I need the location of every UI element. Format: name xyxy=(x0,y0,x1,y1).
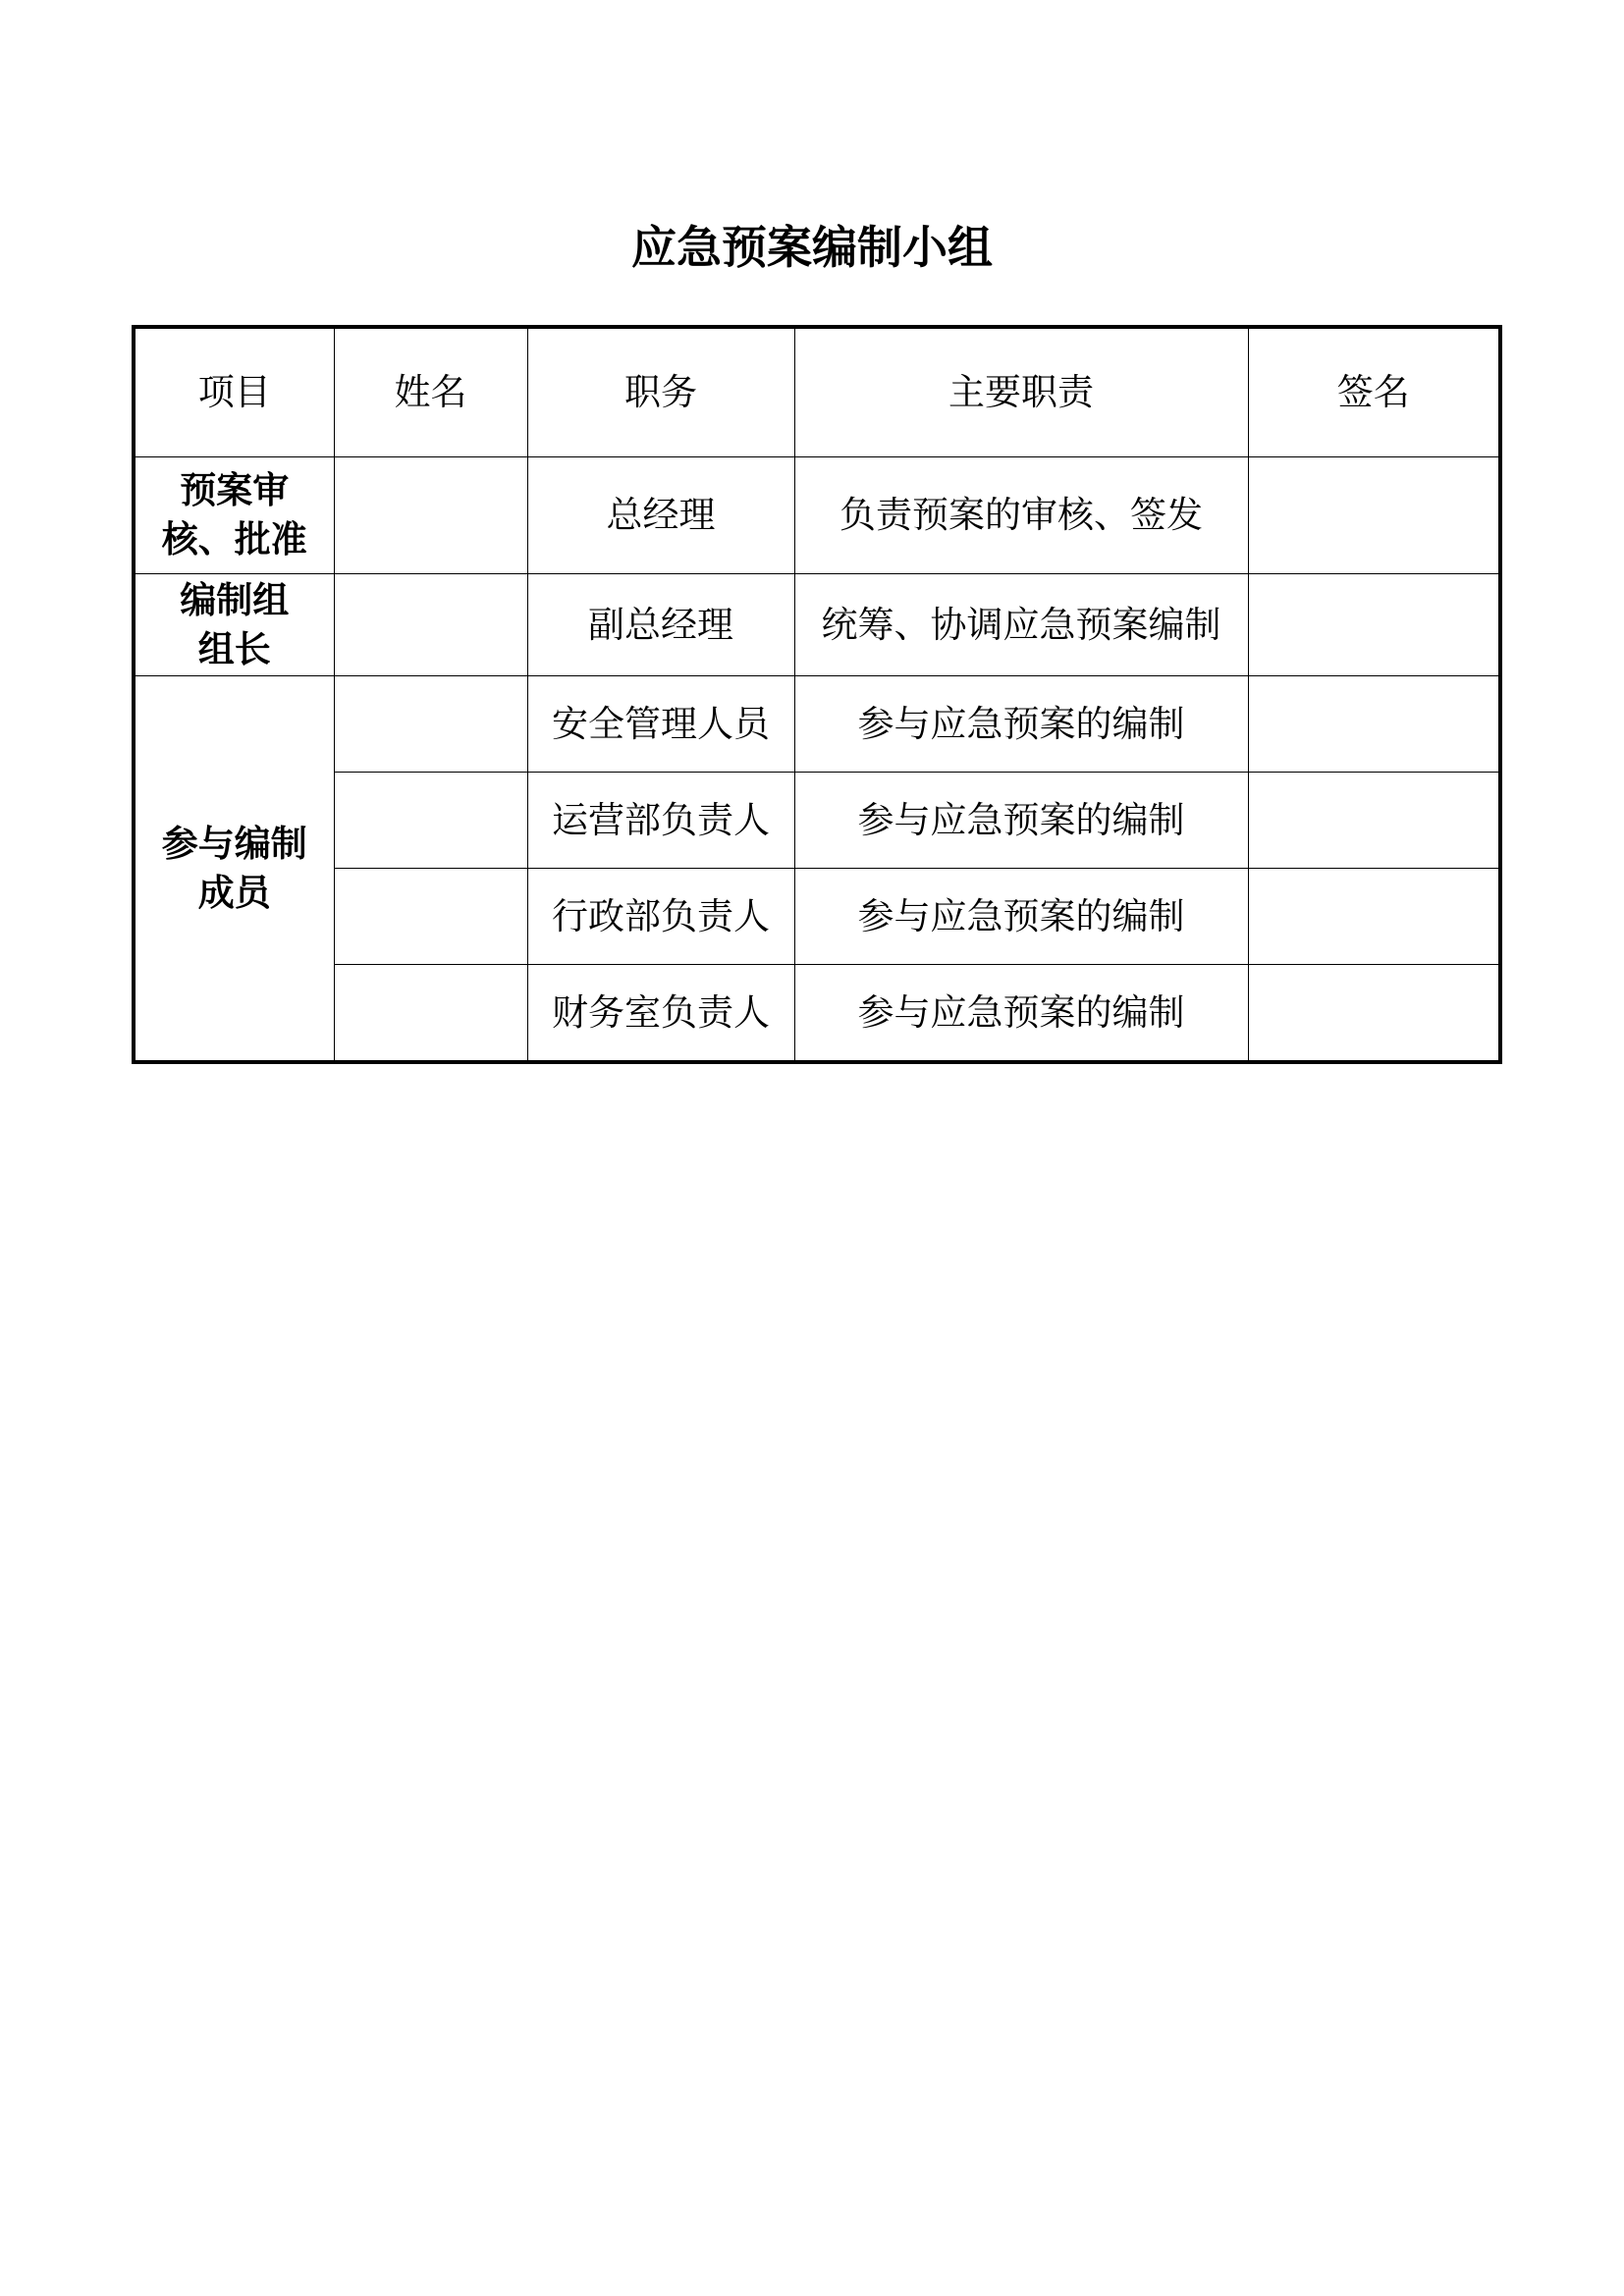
table-row xyxy=(134,574,1500,676)
signature-cell[interactable] xyxy=(1248,457,1500,574)
duty-cell: 参与应急预案的编制 xyxy=(794,869,1248,965)
category-label-line: 组长 xyxy=(197,627,271,670)
header-signature: 签名 xyxy=(1248,327,1500,457)
category-label-line: 核、批准 xyxy=(161,518,307,561)
category-label-line: 编制组 xyxy=(180,578,290,621)
category-cell xyxy=(134,574,334,676)
signature-cell[interactable] xyxy=(1248,676,1500,773)
position-cell: 总经理 xyxy=(527,457,794,574)
category-label-line: 参与编制 xyxy=(161,822,307,865)
position-cell: 财务室负责人 xyxy=(527,965,794,1063)
duty-cell: 参与应急预案的编制 xyxy=(794,773,1248,869)
page-title: 应急预案编制小组 xyxy=(631,221,993,274)
name-cell[interactable] xyxy=(334,457,527,574)
table-row xyxy=(134,676,1500,773)
name-cell[interactable] xyxy=(334,869,527,965)
position-cell: 安全管理人员 xyxy=(527,676,794,773)
team-table xyxy=(132,325,1502,1064)
name-cell[interactable] xyxy=(334,965,527,1063)
signature-cell[interactable] xyxy=(1248,869,1500,965)
duty-cell: 参与应急预案的编制 xyxy=(794,676,1248,773)
header-name: 姓名 xyxy=(334,327,527,457)
header-position: 职务 xyxy=(527,327,794,457)
duty-cell: 统筹、协调应急预案编制 xyxy=(794,574,1248,676)
table-row xyxy=(134,869,1500,965)
category-cell xyxy=(134,457,334,574)
name-cell[interactable] xyxy=(334,676,527,773)
table-row xyxy=(134,965,1500,1063)
duty-cell: 负责预案的审核、签发 xyxy=(794,457,1248,574)
duty-cell: 参与应急预案的编制 xyxy=(794,965,1248,1063)
signature-cell[interactable] xyxy=(1248,965,1500,1063)
category-label-line: 预案审 xyxy=(180,469,290,511)
name-cell[interactable] xyxy=(334,773,527,869)
signature-cell[interactable] xyxy=(1248,773,1500,869)
name-cell[interactable] xyxy=(334,574,527,676)
header-item: 项目 xyxy=(134,327,334,457)
category-label-line: 成员 xyxy=(197,871,271,914)
position-cell: 运营部负责人 xyxy=(527,773,794,869)
position-cell: 行政部负责人 xyxy=(527,869,794,965)
category-cell xyxy=(134,676,334,1063)
table-row xyxy=(134,457,1500,574)
table-row xyxy=(134,773,1500,869)
position-cell: 副总经理 xyxy=(527,574,794,676)
table-header-row xyxy=(134,327,1500,457)
header-duty: 主要职责 xyxy=(794,327,1248,457)
signature-cell[interactable] xyxy=(1248,574,1500,676)
